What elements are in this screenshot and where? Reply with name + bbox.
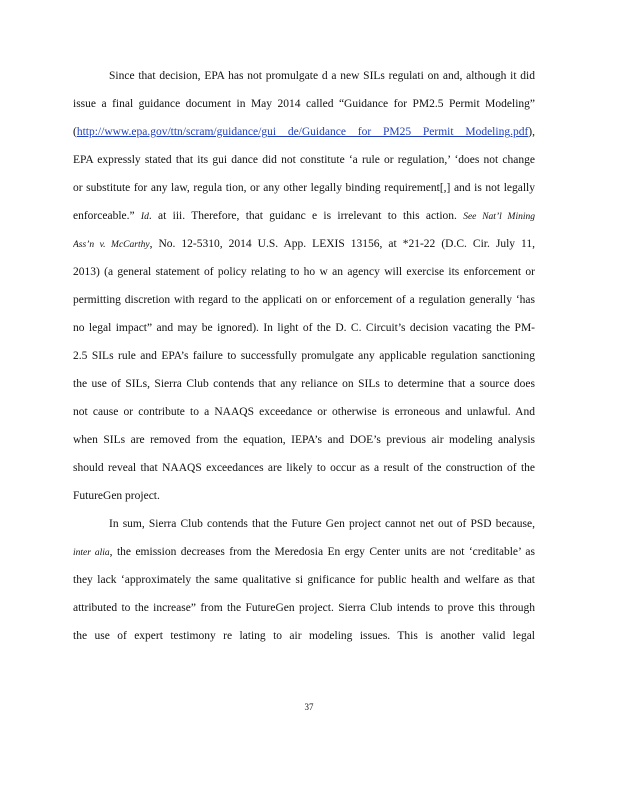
text-run: (: [73, 126, 77, 138]
text-run: not cause or contribute to a NAAQS exceedance or otherwise is erroneous and unlawful. And: [73, 406, 535, 418]
guidance-url-link[interactable]: http://www.epa.gov/ttn/scram/guidance/gui de/Guidance for PM25 Permit Modeling.pdf: [76, 126, 529, 138]
paragraph-2-line: [73, 544, 535, 560]
text-run: the use of SILs, Sierra Club contends that any reliance on SILs to determine that a source does: [73, 378, 535, 390]
text-run: the use of expert testimony re lating to air modeling issues. This is another valid legal: [73, 630, 535, 642]
paragraph-1-line: [73, 152, 535, 168]
paragraph-1-line: [73, 292, 535, 308]
paragraph-2-line: [73, 600, 535, 616]
paragraph-2-line: [73, 628, 535, 644]
text-run: EPA expressly stated that its gui dance did not constitute ‘a rule or regulation,’ ‘does not change: [73, 154, 535, 166]
text-run: issue a final guidance document in May 2014 called “Guidance for PM2.5 Permit Modeling”: [73, 98, 535, 110]
page-number: 37: [304, 702, 314, 712]
paragraph-1-line: [73, 460, 535, 476]
text-run: FutureGen project.: [73, 490, 160, 502]
text-run: ),: [528, 126, 535, 138]
text-run: they lack ‘approximately the same qualitative si gnificance for public health and welfare as that: [73, 574, 535, 586]
text-run: permitting discretion with regard to the applicati on or enforcement of a regulation generally ‘has: [73, 294, 535, 306]
paragraph-2-line: [109, 516, 535, 532]
paragraph-1-line: [109, 68, 535, 84]
paragraph-1-line: [73, 180, 535, 196]
text-run: 2.5 SILs rule and EPA’s failure to successfully promulgate any applicable regulation sanctioning: [73, 350, 535, 362]
text-run: enforceable.”: [73, 210, 135, 222]
text-run: , No. 12-5310, 2014 U.S. App. LEXIS 13156, at *21-22 (D.C. Cir. July 11,: [149, 238, 535, 250]
text-run: attributed to the increase” from the FutureGen project. Sierra Club intends to prove this through: [73, 602, 535, 614]
paragraph-1-line: [73, 264, 535, 280]
case-name-italic: Ass’n v. McCarthy: [73, 240, 150, 250]
citation-italic: Id: [140, 212, 149, 222]
text-run: 2013) (a general statement of policy relating to ho w an agency will exercise its enforcement or: [73, 266, 535, 278]
paragraph-1-line: [73, 320, 535, 336]
text-run: , the emission decreases from the Meredosia En ergy Center units are not ‘creditable’ as: [109, 546, 535, 558]
paragraph-1-line: [73, 488, 535, 504]
paragraph-1-line: [73, 236, 535, 252]
paragraph-1-line: [73, 432, 535, 448]
latin-phrase-italic: inter alia: [73, 548, 110, 558]
text-run: . at iii. Therefore, that guidanc e is irrelevant to this action.: [148, 210, 457, 222]
text-run: should reveal that NAAQS exceedances are likely to occur as a result of the construction of the: [73, 462, 535, 474]
paragraph-2-line: [73, 572, 535, 588]
text-run: or substitute for any law, regula tion, or any other legally binding requirement[,] and is not legally: [73, 182, 535, 194]
paragraph-1-line: [73, 404, 535, 420]
citation-italic: See Nat’l Mining: [463, 212, 535, 222]
text-run: when SILs are removed from the equation, IEPA’s and DOE’s previous air modeling analysis: [73, 434, 535, 446]
paragraph-1-line: [73, 124, 535, 140]
text-run: Since that decision, EPA has not promulgate d a new SILs regulati on and, although it did: [109, 70, 535, 82]
text-run: In sum, Sierra Club contends that the Future Gen project cannot net out of PSD because,: [109, 518, 535, 530]
text-run: no legal impact” and may be ignored). In light of the D. C. Circuit’s decision vacating the PM-: [73, 322, 535, 334]
paragraph-1-line: [73, 376, 535, 392]
paragraph-1-line: [73, 96, 535, 112]
paragraph-1-line: [73, 348, 535, 364]
paragraph-1-line: [73, 208, 535, 224]
